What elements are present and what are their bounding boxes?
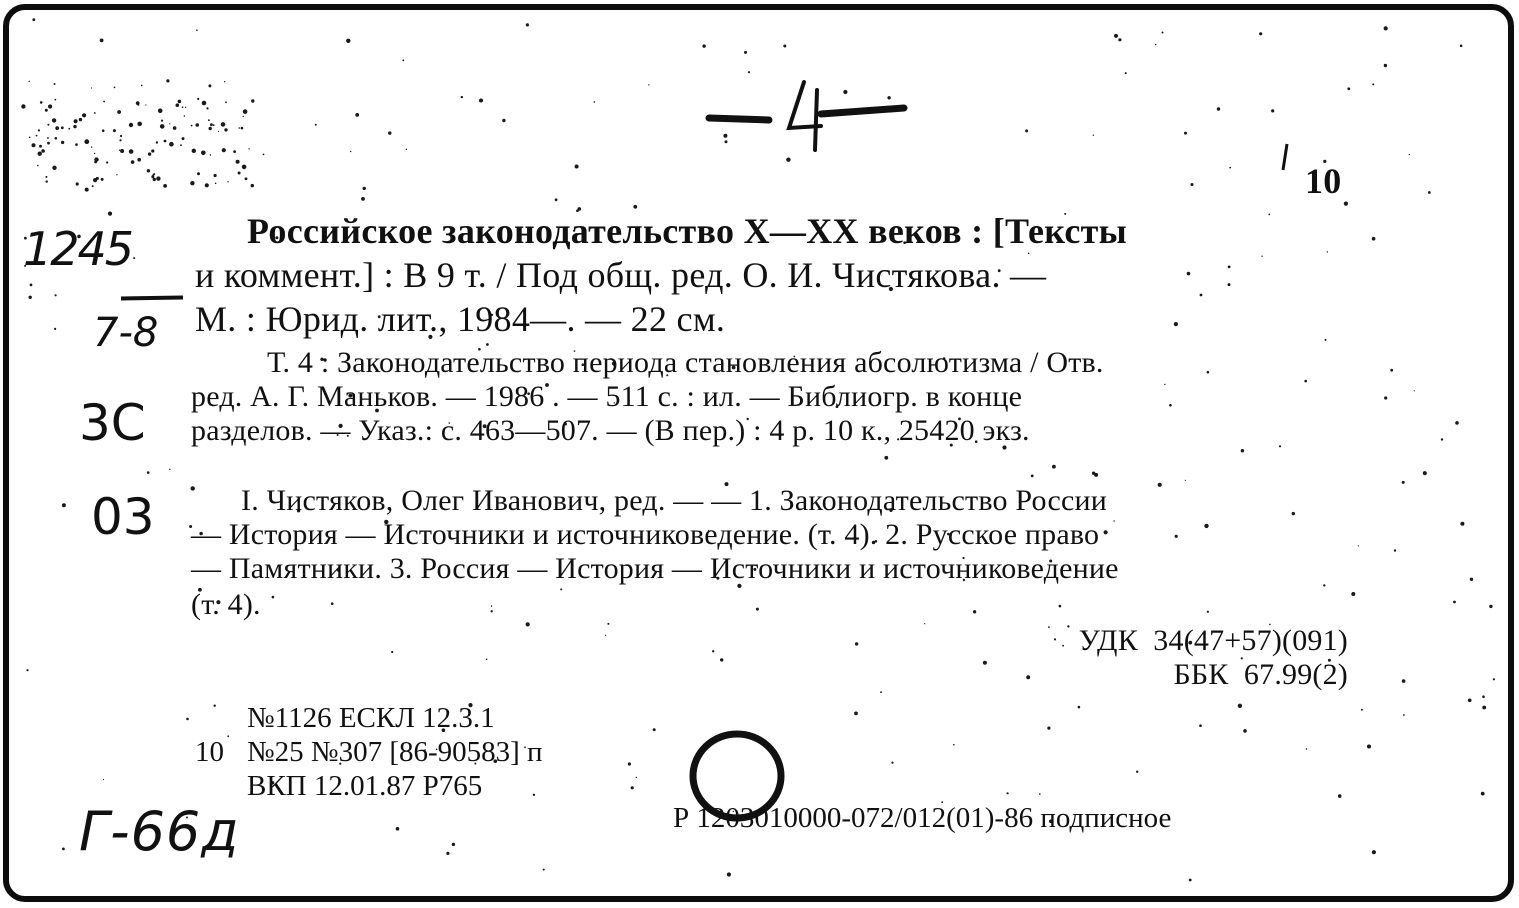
volume-line-2: ред. А. Г. Маньков. — 1986 . — 511 с. : ил. — Библиогр. в конце: [191, 380, 1023, 413]
publication-line-1: №1126 ЕСКЛ 12.3.1: [247, 702, 495, 734]
subjects-line-3: — Памятники. 3. Россия — История — Источники и источниковедение: [191, 552, 1119, 585]
catalog-card: [3, 4, 1514, 902]
volume-line-1: Т. 4 : Законодательство периода становления абсолютизма / Отв.: [267, 346, 1104, 379]
card-number: 10: [1305, 161, 1342, 201]
publication-line-2: №25 №307 [86-90583] п: [247, 736, 543, 768]
page-mark-handwritten: [709, 82, 904, 150]
footer-code: Р 1203010000-072/012(01)-86 подписное: [673, 802, 1172, 834]
title-line-2: и коммент.] : В 9 т. / Под общ. ред. О. И. Чистякова. —: [195, 255, 1047, 295]
handwritten-7-8: 7-8: [93, 310, 159, 356]
call-number-handwritten: 1245: [23, 222, 133, 276]
title-line-3: М. : Юрид. лит., 1984—. — 22 см.: [195, 299, 726, 339]
publication-line-2-prefix: 10: [195, 736, 224, 768]
title-line-1: [247, 210, 1127, 252]
publication-line-3: ВКП 12.01.87 Р765: [247, 770, 483, 802]
volume-line-3: разделов. — Указ.: с. 463—507. — (В пер.) : 4 р. 10 к., 25420 экз.: [191, 414, 1030, 447]
title-line-1-text: Российское законодательство X—XX веков : [Тексты: [247, 211, 1128, 251]
tick-mark: [1283, 144, 1287, 170]
subjects-line-2: — История — Источники и источниковедение. (т. 4). 2. Русское право: [191, 518, 1100, 551]
subjects-line-1: I. Чистяков, Олег Иванович, ред. — — 1. Законодательство России: [241, 484, 1108, 517]
handwritten-g66d: Г-66д: [79, 800, 240, 863]
bbk-code: ББК 67.99(2): [1173, 658, 1348, 691]
handwritten-marks: [9, 10, 1508, 896]
handwritten-03: 03: [91, 488, 155, 546]
udk-code: УДК 34(47+57)(091): [1078, 624, 1348, 657]
handwritten-3c: 3C: [79, 394, 146, 452]
subjects-line-4: (т. 4).: [191, 588, 261, 621]
